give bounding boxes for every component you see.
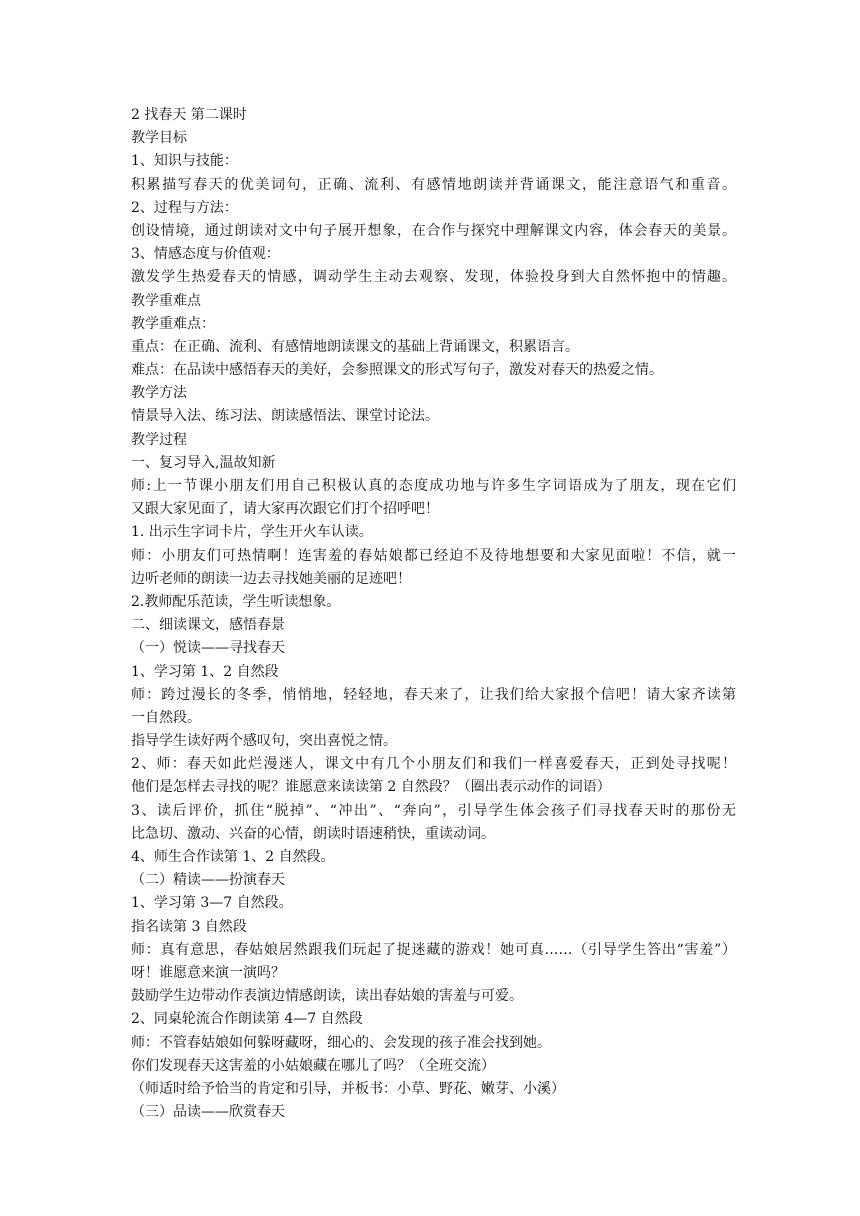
paragraph-line: 4、师生合作读第 1、2 自然段。 (131, 849, 335, 865)
paragraph-line: 指名读第 3 自然段 (131, 918, 247, 935)
paragraph-line: 边听老师的朗读一边去寻找她美丽的足迹吧！ (131, 570, 411, 587)
objective-heading-process: 2、过程与方法： (131, 199, 238, 216)
section-heading-objectives: 教学目标 (131, 130, 187, 147)
key-points-label: 教学重难点： (131, 315, 215, 332)
paragraph-line: 呀！谁愿意来演一演吗？ (131, 964, 285, 981)
paragraph-line: 2.教师配乐范读，学生听读想象。 (131, 593, 341, 610)
key-point-text: 重点：在正确、流利、有感情地朗读课文的基础上背诵课文，积累语言。 (131, 338, 579, 355)
paragraph-line: 1、学习第 3—7 自然段。 (131, 895, 293, 912)
process-step-two-heading: 二、细读课文，感悟春景 (131, 617, 285, 634)
paragraph-line: 他们是怎样去寻找的呢？谁愿意来读读第 2 自然段？（圈出表示动作的词语） (131, 779, 611, 796)
paragraph-line: 师:上一节课小朋友们用自己积极认真的态度成功地与许多生字词语成为了朋友，现在它们 (131, 478, 736, 494)
paragraph-line: 师：跨过漫长的冬季，悄悄地，轻轻地，春天来了，让我们给大家报个信吧！请大家齐读第 (131, 686, 736, 703)
paragraph-line: 指导学生读好两个感叹句，突出喜悦之情。 (131, 733, 397, 750)
subsection-heading: （三）品读——欣赏春天 (131, 1104, 285, 1121)
paragraph-line: 3、读后评价，抓住“脱掉”、“冲出”、“奔向”，引导学生体会孩子们寻找春天时的那份无 (131, 802, 736, 819)
objective-text-emotion: 激发学生热爱春天的情感，调动学生主动去观察、发现，体验投身到大自然怀抱中的情趣。 (131, 269, 736, 286)
document-page (131, 104, 736, 1124)
paragraph-line: 2、师：春天如此烂漫迷人，课文中有几个小朋友们和我们一样喜爱春天，正到处寻找呢！ (131, 756, 736, 773)
objective-heading-knowledge: 1、知识与技能： (131, 153, 238, 170)
lesson-title: 2 找春天 第二课时 (131, 107, 247, 123)
paragraph-line: 一自然段。 (131, 709, 201, 726)
objective-text-process: 创设情境，通过朗读对文中句子展开想象，在合作与探究中理解课文内容，体会春天的美景。 (131, 222, 736, 239)
paragraph-line: 2、同桌轮流合作朗读第 4—7 自然段 (131, 1011, 363, 1028)
section-heading-methods: 教学方法 (131, 385, 187, 402)
subsection-heading: （二）精读——扮演春天 (131, 872, 285, 889)
paragraph-line: 1、学习第 1、2 自然段 (131, 663, 279, 680)
paragraph-line: 你们发现春天这害羞的小姑娘藏在哪儿了吗？（全班交流） (131, 1057, 495, 1074)
methods-text: 情景导入法、练习法、朗读感悟法、课堂讨论法。 (131, 408, 439, 425)
paragraph-line: 1. 出示生字词卡片，学生开火车认读。 (131, 524, 373, 541)
paragraph-line: 又跟大家见面了，请大家再次跟它们打个招呼吧！ (131, 501, 439, 518)
paragraph-line: 师：真有意思，春姑娘居然跟我们玩起了捉迷藏的游戏！她可真……（引导学生答出“害羞”） (131, 941, 736, 958)
objective-text-knowledge: 积累描写春天的优美词句，正确、流利、有感情地朗读并背诵课文，能注意语气和重音。 (131, 176, 736, 193)
process-step-one-heading: 一、复习导入,温故知新 (131, 454, 276, 471)
paragraph-line: 师：小朋友们可热情啊！连害羞的春姑娘都已经迫不及待地想要和大家见面啦！不信，就一 (131, 547, 736, 564)
section-heading-process: 教学过程 (131, 431, 187, 448)
paragraph-line: 比急切、激动、兴奋的心情，朗读时语速稍快，重读动词。 (131, 825, 495, 842)
difficult-point-text: 难点：在品读中感悟春天的美好，会参照课文的形式写句子，激发对春天的热爱之情。 (131, 362, 663, 379)
paragraph-line: 师：不管春姑娘如何躲呀藏呀，细心的、会发现的孩子准会找到她。 (131, 1034, 551, 1051)
subsection-heading: （一）悦读——寻找春天 (131, 640, 285, 657)
paragraph-line: （师适时给予恰当的肯定和引导，并板书：小草、野花、嫩芽、小溪） (131, 1080, 565, 1097)
paragraph-line: 鼓励学生边带动作表演边情感朗读，读出春姑娘的害羞与可爱。 (131, 988, 523, 1005)
objective-heading-emotion: 3、情感态度与价值观： (131, 246, 280, 263)
section-heading-key-points: 教学重难点 (131, 292, 201, 309)
